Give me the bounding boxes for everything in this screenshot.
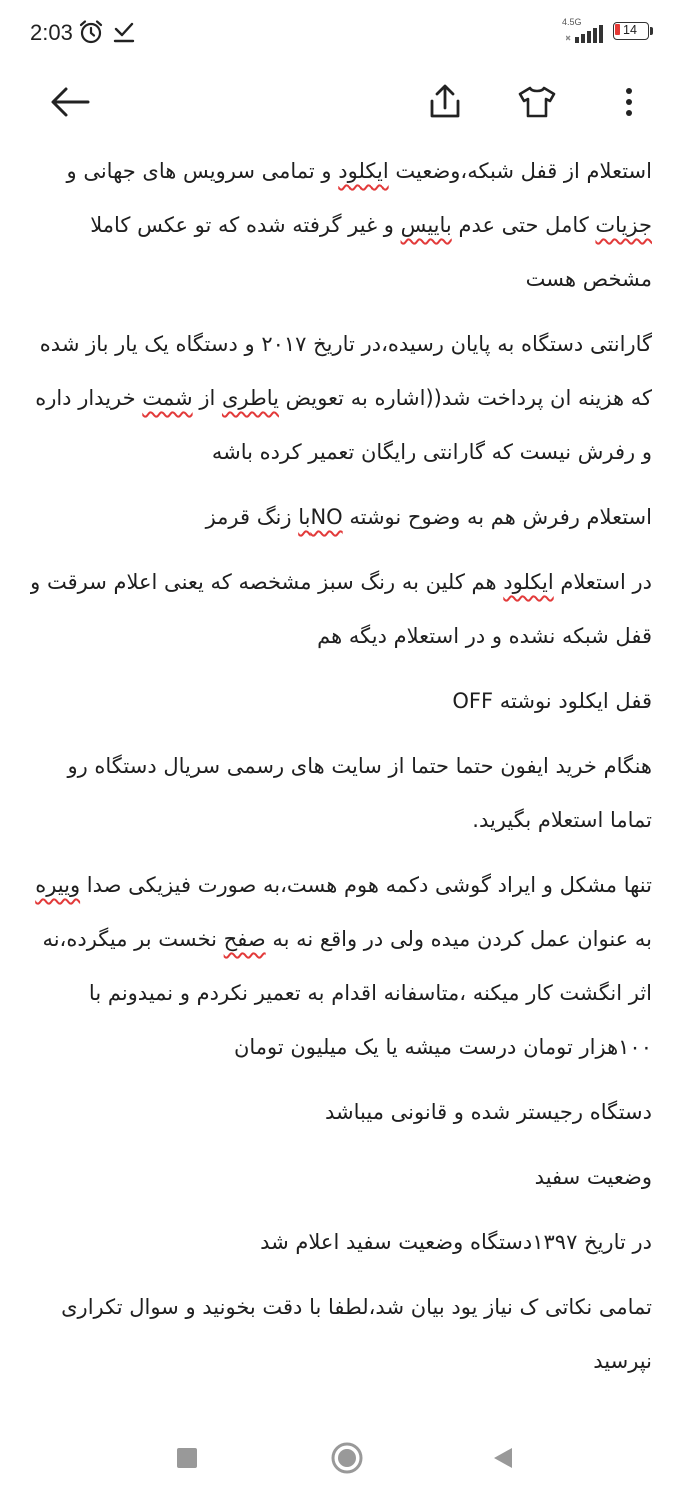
misspelled-word: یاطری: [221, 386, 279, 410]
description-paragraph: [30, 490, 652, 544]
system-nav-bar: [0, 1412, 692, 1500]
description-paragraph: [30, 555, 652, 663]
misspelled-word: ایکلود: [503, 570, 554, 594]
paragraph-text: دستگاه رجیستر شده و قانونی میباشد: [325, 1100, 652, 1124]
description-paragraph: [30, 1085, 652, 1139]
signal-icon: [566, 24, 606, 44]
network-type: 4.5G: [562, 17, 582, 27]
misspelled-word: شمت: [142, 386, 193, 410]
description-paragraph: [30, 739, 652, 847]
paragraph-text: تنها مشکل و ایراد گوشی دکمه هوم هست،به صورت فیزیکی صدا: [80, 873, 652, 897]
misspelled-word: صفح: [223, 927, 266, 951]
paragraph-text: در استعلام: [553, 570, 652, 594]
misspelled-word: باییس: [400, 213, 452, 237]
paragraph-text: هنگام خرید ایفون حتما حتما از سایت های رسمی سریال دستگاه رو تماما استعلام بگیرید.: [67, 754, 652, 832]
paragraph-text: در تاریخ ۱۳۹۷دستگاه وضعیت سفید اعلام شد: [260, 1230, 652, 1254]
system-back-button[interactable]: [486, 1440, 522, 1476]
back-button[interactable]: [44, 76, 96, 128]
status-bar: [0, 0, 692, 62]
battery-icon: [613, 22, 655, 42]
share-button[interactable]: [419, 76, 471, 128]
status-time: 2:03: [30, 20, 73, 45]
theme-button[interactable]: [511, 76, 563, 128]
back-icon: [492, 1446, 516, 1470]
paragraph-text: گارانتی دستگاه به پایان رسیده،در تاریخ ۲۰۱۷ و دستگاه یک یار باز شده که هزینه ان پرداخت شد((اشاره به تعویض: [39, 332, 652, 410]
recents-button[interactable]: [169, 1440, 205, 1476]
description-paragraph: [30, 1150, 652, 1204]
paragraph-text: هم کلین به رنگ سبز مشخصه که یعنی اعلام سرقت و قفل شبکه نشده و در استعلام دیگه هم: [30, 570, 652, 648]
paragraph-text: نخست بر میگرده،نه اثر انگشت کار میکنه ،متاسفانه اقدام به تعمیر نکردم و نمیدونم با ۱۰۰هزار تومان درست میشه یا یک میلیون تومان: [42, 927, 652, 1059]
more-options-button[interactable]: [603, 76, 655, 128]
paragraph-text: وضعیت سفید: [534, 1165, 652, 1189]
paragraph-text: به عنوان عمل کردن میده ولی در واقع نه به: [265, 927, 652, 951]
post-description: [30, 142, 652, 1410]
paragraph-text: و تمامی سرویس های جهانی و: [66, 159, 339, 183]
paragraph-text: تمامی نکاتی ک نیاز یود بیان شد،لطفا با دقت بخونید و سوال تکراری نپرسید: [61, 1295, 652, 1373]
paragraph-text: استعلام رفرش هم به وضوح نوشته: [342, 505, 652, 529]
misspelled-word: NOبا: [298, 505, 343, 529]
description-paragraph: [30, 1215, 652, 1269]
paragraph-text: استعلام از قفل شبکه،وضعیت: [388, 159, 652, 183]
description-paragraph: [30, 858, 652, 1074]
top-toolbar: [0, 62, 692, 142]
misspelled-word: ایکلود: [338, 159, 389, 183]
alarm-icon: [78, 19, 104, 45]
home-icon: [330, 1441, 364, 1475]
paragraph-text: کامل حتی عدم: [451, 213, 596, 237]
back-arrow-icon: [50, 86, 90, 118]
misspelled-word: وییره: [35, 873, 81, 897]
share-icon: [428, 84, 462, 120]
shirt-icon: [517, 85, 557, 119]
description-paragraph: [30, 674, 652, 728]
more-vert-icon: [624, 87, 634, 117]
recents-icon: [176, 1447, 198, 1469]
paragraph-text: قفل ایکلود نوشته OFF: [452, 689, 652, 713]
misspelled-word: جزیات: [595, 213, 652, 237]
home-button[interactable]: [329, 1440, 365, 1476]
description-paragraph: [30, 317, 652, 479]
paragraph-text: خریدار داره و رفرش نیست که گارانتی رایگان تعمیر کرده باشه: [35, 386, 652, 464]
battery-level: 14: [623, 23, 637, 37]
paragraph-text: زنگ قرمز: [205, 505, 299, 529]
download-done-icon: [113, 20, 135, 44]
description-paragraph: [30, 144, 652, 306]
description-paragraph: [30, 1280, 652, 1388]
paragraph-text: از: [192, 386, 222, 410]
paragraph-text: و غیر گرفته شده که تو عکس کاملا مشخص هست: [90, 213, 652, 291]
